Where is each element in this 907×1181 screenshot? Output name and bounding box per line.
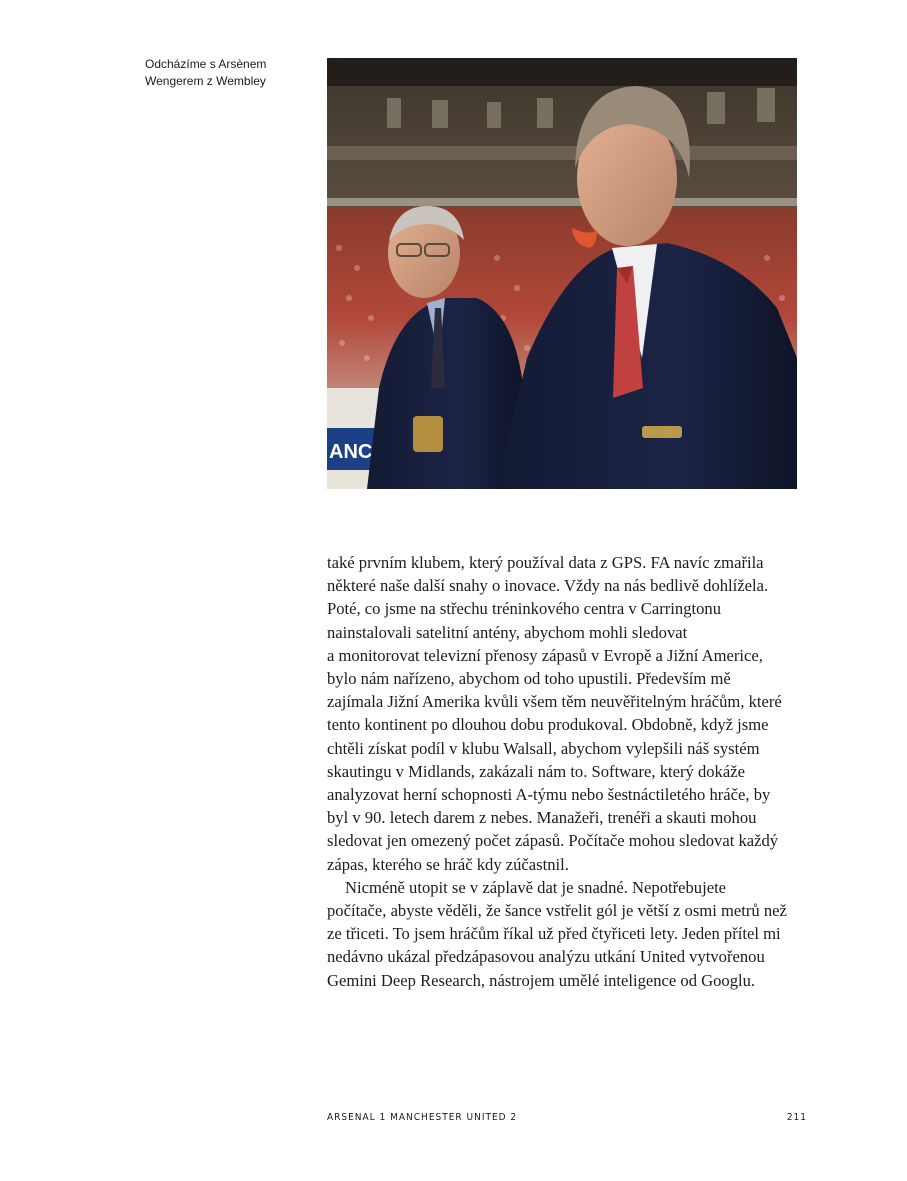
- paragraph-2: [327, 876, 812, 992]
- paragraph-1: [327, 551, 812, 876]
- text-line: nedávno ukázal předzápasovou analýzu utkání United vytvořenou: [327, 947, 765, 967]
- text-line: nainstalovali satelitní antény, abychom mohli sledovat: [327, 622, 688, 642]
- caption-line-2: Wengerem z Wembley: [145, 74, 266, 88]
- text-line: některé naše další snahy o inovace. Vždy na nás bedlivě dohlížela.: [327, 576, 769, 596]
- text-line: také prvním klubem, který používal data z GPS. FA navíc zmařila: [327, 553, 764, 572]
- text-line: počítače, abyste věděli, že šance vstřelit gól je větší z osmi metrů než: [327, 901, 787, 921]
- text-line: tento kontinent po dlouhou dobu produkoval. Obdobně, když jsme: [327, 715, 769, 735]
- text-line: analyzovat herní schopnosti A-týmu nebo šestnáctiletého hráče, by: [327, 785, 771, 805]
- text-line: ze třiceti. To jsem hráčům říkal už před čtyřiceti lety. Jeden přítel mi: [327, 924, 781, 944]
- text-line: zápas, kterého se hráč kdy zúčastnil.: [327, 854, 569, 874]
- photo-caption: [145, 56, 295, 90]
- text-line: bylo nám nařízeno, abychom od toho upustili. Především mě: [327, 669, 731, 689]
- text-line: zajímala Jižní Amerika kvůli všem těm neuvěřitelným hráčům, které: [327, 692, 782, 712]
- text-line: Poté, co jsme na střechu tréninkového centra v Carringtonu: [327, 599, 721, 619]
- banner-sign-text: ANC: [329, 441, 373, 463]
- stadium-photo-illustration: [327, 58, 797, 489]
- text-line: Gemini Deep Research, nástrojem umělé inteligence od Googlu.: [327, 970, 756, 990]
- caption-line-1: Odcházíme s Arsènem: [145, 57, 267, 71]
- text-line: Nicméně utopit se v záplavě dat je snadné. Nepotřebujete: [345, 877, 727, 897]
- photo-wenger-ferguson: [327, 58, 797, 489]
- text-line: byl v 90. letech darem z nebes. Manažeři, trenéři a skauti mohou: [327, 808, 757, 828]
- running-head: ARSENAL 1 MANCHESTER UNITED 2: [327, 1112, 518, 1123]
- text-line: sledovat jen omezený počet zápasů. Počítače mohou sledovat každý: [327, 831, 779, 851]
- text-line: chtěli získat podíl v klubu Walsall, abychom vylepšili náš systém: [327, 738, 760, 758]
- article-body: [327, 551, 812, 992]
- text-line: a monitorovat televizní přenosy zápasů v Evropě a Jižní Americe,: [327, 645, 763, 665]
- text-line: skautingu v Midlands, zakázali nám to. Software, který dokáže: [327, 761, 745, 781]
- page-number: 211: [786, 1112, 807, 1123]
